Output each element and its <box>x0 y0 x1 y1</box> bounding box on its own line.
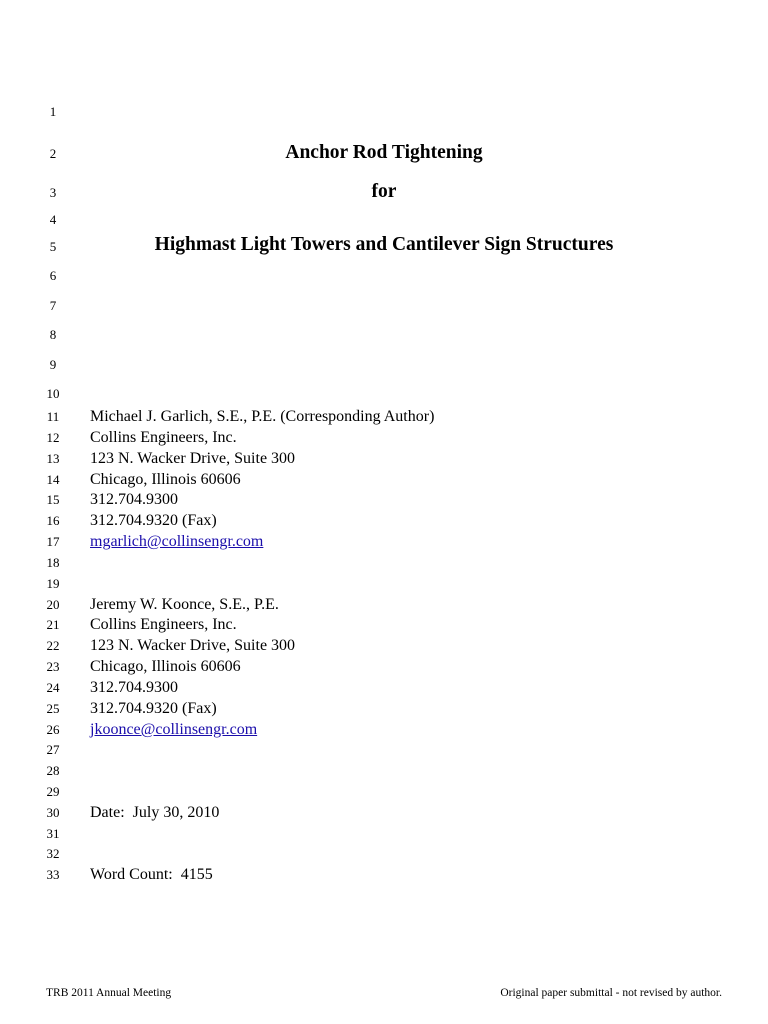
line-number: 2 <box>49 146 57 161</box>
author2-city: Chicago, Illinois 60606 <box>90 658 241 675</box>
line-number: 7 <box>49 298 57 313</box>
line-number: 22 <box>46 638 60 653</box>
line-number: 26 <box>46 722 60 737</box>
word-count: Word Count: 4155 <box>90 866 213 883</box>
paper-title-connector: for <box>371 181 397 202</box>
line-number: 5 <box>49 239 57 254</box>
line-number: 23 <box>46 659 60 674</box>
footer-left: TRB 2011 Annual Meeting <box>46 987 172 999</box>
paper-title: Anchor Rod Tightening <box>285 142 483 163</box>
line-number: 14 <box>46 472 60 487</box>
line-number: 13 <box>46 451 60 466</box>
line-number: 29 <box>46 784 60 799</box>
line-number: 16 <box>46 513 60 528</box>
author1-city: Chicago, Illinois 60606 <box>90 471 241 488</box>
author2-street: 123 N. Wacker Drive, Suite 300 <box>90 637 296 654</box>
author1-phone: 312.704.9300 <box>90 491 178 508</box>
line-number: 10 <box>46 386 60 401</box>
line-number: 30 <box>46 805 60 820</box>
line-number: 17 <box>46 534 60 549</box>
submission-date: Date: July 30, 2010 <box>90 804 220 821</box>
paper-subtitle: Highmast Light Towers and Cantilever Sign Structures <box>154 234 614 255</box>
author2-phone: 312.704.9300 <box>90 679 178 696</box>
line-number: 27 <box>46 742 60 757</box>
line-number: 15 <box>46 492 60 507</box>
line-number: 18 <box>46 555 60 570</box>
line-number: 9 <box>49 357 57 372</box>
line-number: 6 <box>49 268 57 283</box>
author1-name: Michael J. Garlich, S.E., P.E. (Corresponding Author) <box>90 408 435 425</box>
footer-right: Original paper submittal - not revised by author. <box>500 987 722 999</box>
line-number: 1 <box>49 104 57 119</box>
author2-fax: 312.704.9320 (Fax) <box>90 700 217 717</box>
line-number: 12 <box>46 430 60 445</box>
line-number: 21 <box>46 617 60 632</box>
line-number: 31 <box>46 826 60 841</box>
line-number: 28 <box>46 763 60 778</box>
line-number: 8 <box>49 327 57 342</box>
line-number: 24 <box>46 680 60 695</box>
line-number: 20 <box>46 597 60 612</box>
author1-company: Collins Engineers, Inc. <box>90 429 237 446</box>
line-number: 3 <box>49 185 57 200</box>
author1-email-link[interactable]: mgarlich@collinsengr.com <box>90 533 264 550</box>
line-number: 11 <box>46 409 60 424</box>
line-number: 4 <box>49 212 57 227</box>
line-number: 33 <box>46 867 60 882</box>
author2-email-link[interactable]: jkoonce@collinsengr.com <box>90 721 258 738</box>
author2-name: Jeremy W. Koonce, S.E., P.E. <box>90 596 279 613</box>
author1-fax: 312.704.9320 (Fax) <box>90 512 217 529</box>
author2-company: Collins Engineers, Inc. <box>90 616 237 633</box>
author1-street: 123 N. Wacker Drive, Suite 300 <box>90 450 296 467</box>
line-number: 19 <box>46 576 60 591</box>
line-number: 32 <box>46 846 60 861</box>
line-number: 25 <box>46 701 60 716</box>
